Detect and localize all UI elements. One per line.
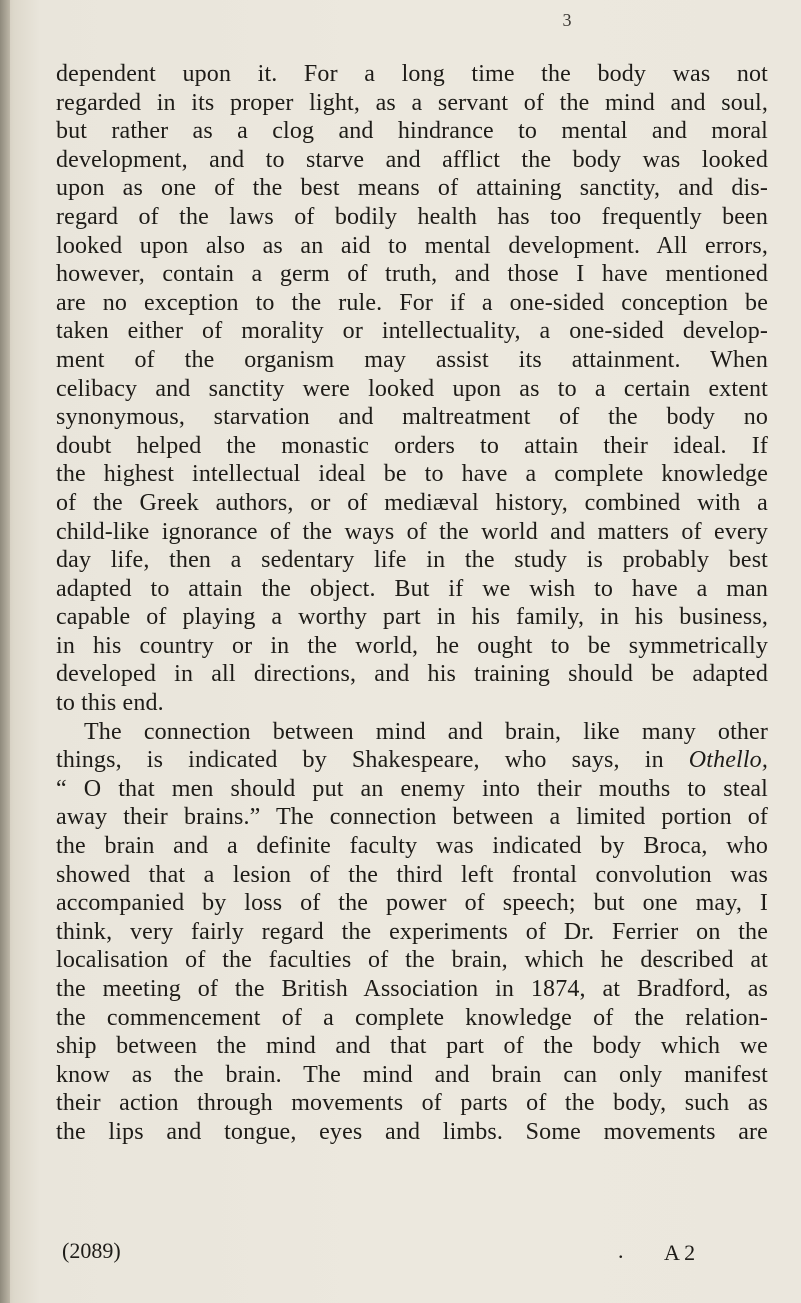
text-line: ship between the mind and that part of the body which we: [56, 1033, 768, 1060]
print-signature-number: (2089): [62, 1238, 121, 1263]
text-line: the brain and a definite faculty was indicated by Broca, who: [56, 833, 768, 860]
text-line: of the Greek authors, or of mediæval history, combined with a: [56, 489, 768, 516]
signature-mark: A 2: [664, 1240, 696, 1265]
text-line: accompanied by loss of the power of speech; but one may, I: [56, 890, 768, 917]
text-line: their action through movements of parts of the body, such as: [56, 1090, 768, 1117]
text-line: child-like ignorance of the ways of the world and matters of every: [56, 518, 768, 545]
text-line: localisation of the faculties of the brain, which he described at: [56, 947, 768, 974]
paragraph-1: [56, 60, 768, 718]
text-line: the lips and tongue, eyes and limbs. Some movements are: [56, 1118, 768, 1145]
text-line: however, contain a germ of truth, and those I have mentioned: [56, 261, 768, 288]
text-line: development, and to starve and afflict the body was looked: [56, 146, 768, 173]
text-line: showed that a lesion of the third left frontal convolution was: [56, 861, 768, 888]
text-line: but rather as a clog and hindrance to mental and moral: [56, 118, 768, 145]
text-line: are no exception to the rule. For if a one-sided conception be: [56, 289, 768, 316]
text-line: the commencement of a complete knowledge of the relation-: [56, 1004, 768, 1031]
page-footer: [56, 1236, 768, 1266]
text-line: day life, then a sedentary life in the study is probably best: [56, 547, 768, 574]
text-line: taken either of morality or intellectuality, a one-sided develop-: [56, 318, 768, 345]
text-line: looked upon also as an aid to mental development. All errors,: [56, 232, 768, 259]
text-line: dependent upon it. For a long time the body was not: [56, 61, 768, 87]
signature-dot: .: [618, 1238, 624, 1263]
text-line: celibacy and sanctity were looked upon as to a certain extent: [56, 375, 768, 402]
text-line-with-italic: [56, 746, 768, 775]
page-binding-edge: [0, 0, 10, 1303]
paragraph-2: [56, 718, 768, 1147]
text-line: upon as one of the best means of attaining sanctity, and dis-: [56, 175, 768, 202]
text-line: synonymous, starvation and maltreatment of the body no: [56, 404, 768, 431]
text-line: the highest intellectual ideal be to have a complete knowledge: [56, 461, 768, 488]
text-line: capable of playing a worthy part in his family, in his business,: [56, 604, 768, 631]
text-line: doubt helped the monastic orders to attain their ideal. If: [56, 432, 768, 459]
text-line: adapted to attain the object. But if we wish to have a man: [56, 575, 768, 602]
text-line: ment of the organism may assist its attainment. When: [56, 346, 768, 373]
page-number: 3: [562, 10, 572, 30]
text-line: away their brains.” The connection between a limited portion of: [56, 804, 768, 831]
text-line: The connection between mind and brain, like many other: [84, 718, 768, 745]
text-line: regarded in its proper light, as a servant of the mind and soul,: [56, 89, 768, 116]
text-line: developed in all directions, and his training should be adapted: [56, 661, 768, 688]
italic-title-othello: Othello,: [688, 747, 768, 774]
body-text: [56, 60, 768, 1147]
text-line: “ O that men should put an enemy into their mouths to steal: [56, 775, 768, 802]
text-line: regard of the laws of bodily health has too frequently been: [56, 203, 768, 230]
text-line: in his country or in the world, he ought to be symmetrically: [56, 632, 768, 659]
text-line: think, very fairly regard the experiments of Dr. Ferrier on the: [56, 918, 768, 945]
text-line: know as the brain. The mind and brain can only manifest: [56, 1061, 768, 1088]
text-line: the meeting of the British Association in 1874, at Bradford, as: [56, 976, 768, 1002]
text-line: to this end.: [56, 690, 164, 717]
text-segment: things, is indicated by Shakespeare, who says, in: [56, 747, 689, 774]
